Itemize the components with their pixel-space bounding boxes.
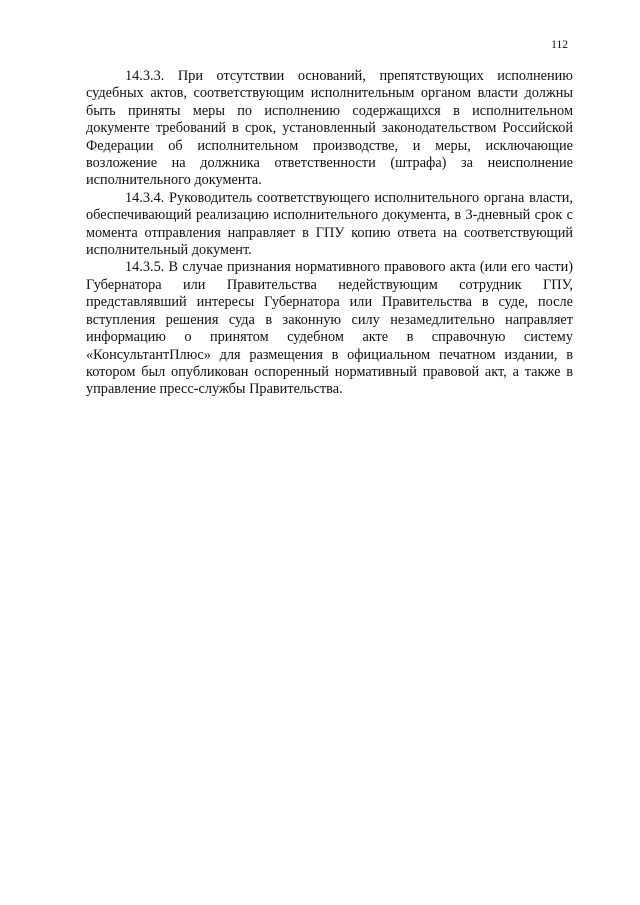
page-number: 112 [551, 39, 568, 51]
paragraph-14-3-3: 14.3.3. При отсутствии оснований, препятствующих исполнению судебных актов, соответствующим исполнительным органом власти должны быть приняты меры по исполнению содержащихся в исполнительном документе требований в срок, установленный законодательством Российской Федерации об исполнительном производстве, и меры, исключающие возложение на должника ответственности (штрафа) за неисполнение исполнительного документа. [86, 68, 573, 189]
paragraph-14-3-5: 14.3.5. В случае признания нормативного правового акта (или его части) Губернатора или Правительства недействующим сотрудник ГПУ, представлявший интересы Губернатора или Правительства в суде, после вступления решения суда в законную силу незамедлительно направляет информацию о принятом судебном акте в справочную систему «КонсультантПлюс» для размещения в официальном печатном издании, в котором был опубликован оспоренный нормативный правовой акт, а также в управление пресс-службы Правительства. [86, 259, 573, 398]
document-body [86, 68, 573, 399]
paragraph-14-3-4: 14.3.4. Руководитель соответствующего исполнительного органа власти, обеспечивающий реализацию исполнительного документа, в 3-дневный срок с момента отправления направляет в ГПУ копию ответа на соответствующий исполнительный документ. [86, 189, 573, 259]
